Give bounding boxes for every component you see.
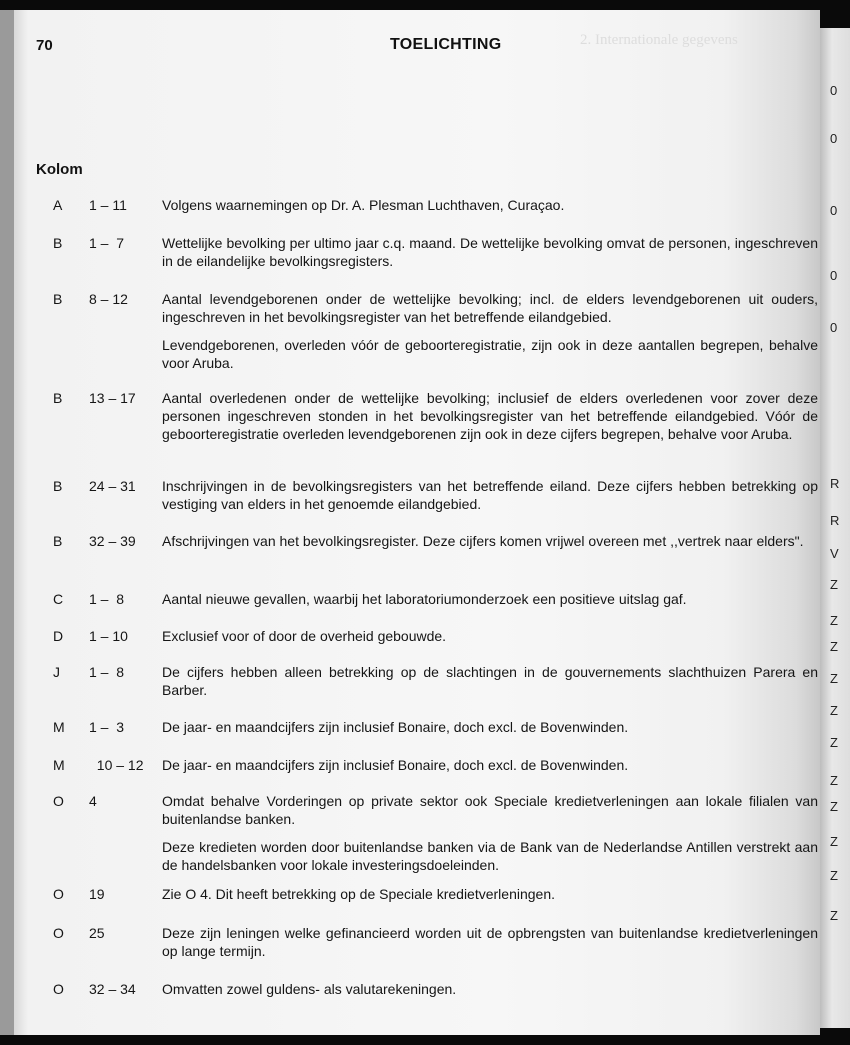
- note-column-range: 4: [89, 793, 97, 809]
- note-column-range: 1 – 8: [89, 591, 125, 607]
- note-paragraph: Aantal overledenen onder de wettelijke bevolking; inclusief de elders overledenen voor zover deze personen ingeschreven stonden in het bevolkingsregister van het betreffende eilandgebied. Vóór de geboorteregistratie overleden levendgeborenen zijn ook in deze cijfers begrepen, behalve voor Aruba.: [162, 390, 818, 442]
- margin-letter: Z: [830, 735, 838, 750]
- note-code: B: [53, 235, 63, 251]
- note-row: [36, 290, 818, 382]
- margin-letter: 0: [830, 268, 838, 283]
- note-row: [36, 627, 818, 655]
- note-column-range: 32 – 34: [89, 981, 136, 997]
- note-paragraph: De jaar- en maandcijfers zijn inclusief Bonaire, doch excl. de Bovenwinden.: [162, 757, 629, 773]
- margin-letter: Z: [830, 868, 838, 883]
- note-code: A: [53, 197, 63, 213]
- note-text: [162, 756, 818, 774]
- margin-letter: Z: [830, 639, 838, 654]
- note-code: O: [53, 793, 64, 809]
- margin-letter: 0: [830, 320, 838, 335]
- margin-letter: Z: [830, 671, 838, 686]
- note-paragraph: Inschrijvingen in de bevolkingsregisters van het betreffende eiland. Deze cijfers hebben betrekking op vestiging van elders in het genoemde eilandgebied.: [162, 478, 818, 512]
- note-paragraph: Volgens waarnemingen op Dr. A. Plesman Luchthaven, Curaçao.: [162, 197, 565, 213]
- note-row: [36, 792, 818, 884]
- note-row: [36, 196, 818, 224]
- note-code: C: [53, 591, 64, 607]
- note-column-range: 8 – 12: [89, 291, 128, 307]
- note-text: [162, 980, 818, 998]
- note-code: J: [53, 664, 60, 680]
- note-column-range: 32 – 39: [89, 533, 136, 549]
- note-code: M: [53, 757, 65, 773]
- bleed-through-header: 2. Internationale gegevens: [580, 32, 738, 48]
- note-row: [36, 756, 818, 784]
- note-paragraph: Deze zijn leningen welke gefinancieerd worden uit de opbrengsten van buitenlandse kredietverleningen op lange termijn.: [162, 925, 818, 959]
- note-code: O: [53, 981, 64, 997]
- note-column-range: 25: [89, 925, 105, 941]
- note-text: [162, 885, 818, 903]
- page-number: 70: [36, 37, 53, 54]
- note-text: [162, 234, 818, 270]
- note-row: [36, 718, 818, 746]
- margin-letter: R: [830, 513, 840, 528]
- note-text: [162, 663, 818, 699]
- note-code: B: [53, 478, 63, 494]
- margin-letter: Z: [830, 908, 838, 923]
- note-paragraph: De cijfers hebben alleen betrekking op de slachtingen in de gouvernements slachthuizen Parera en Barber.: [162, 664, 818, 698]
- note-code: D: [53, 628, 64, 644]
- note-row: [36, 477, 818, 523]
- margin-letter: 0: [830, 83, 838, 98]
- note-paragraph: Omdat behalve Vorderingen op private sektor ook Speciale kredietverleningen aan lokale filialen van buitenlandse banken.: [162, 793, 818, 827]
- note-row: [36, 590, 818, 618]
- note-text: [162, 718, 818, 736]
- note-code: B: [53, 291, 63, 307]
- note-column-range: 1 – 10: [89, 628, 128, 644]
- margin-letter: Z: [830, 703, 838, 718]
- note-column-range: 24 – 31: [89, 478, 136, 494]
- margin-letter: 0: [830, 203, 838, 218]
- margin-letter: Z: [830, 577, 838, 592]
- note-paragraph: De jaar- en maandcijfers zijn inclusief Bonaire, doch excl. de Bovenwinden.: [162, 719, 629, 735]
- note-paragraph: Afschrijvingen van het bevolkingsregister. Deze cijfers komen vrijwel overeen met ,,vertrek naar elders".: [162, 533, 804, 549]
- note-row: [36, 532, 818, 560]
- note-paragraph: Zie O 4. Dit heeft betrekking op de Speciale kredietverleningen.: [162, 886, 556, 902]
- note-row: [36, 663, 818, 709]
- section-label: Kolom: [36, 161, 83, 178]
- note-paragraph: Wettelijke bevolking per ultimo jaar c.q. maand. De wettelijke bevolking omvat de personen, ingeschreven in de eilandelijke bevolkingsregisters.: [162, 235, 818, 269]
- book-spine-edge: [0, 10, 14, 1035]
- note-paragraph: Aantal levendgeborenen onder de wettelijke bevolking; incl. de elders levendgeborenen uit ouders, ingeschreven in het bevolkingsregister van het betreffende eilandgebied.: [162, 291, 818, 325]
- note-row: [36, 924, 818, 970]
- note-paragraph: Levendgeborenen, overleden vóór de geboorteregistratie, zijn ook in deze aantallen begrepen, behalve voor Aruba.: [162, 337, 818, 371]
- note-text: [162, 196, 818, 214]
- note-paragraph: Omvatten zowel guldens- als valutarekeningen.: [162, 981, 457, 997]
- margin-letter: 0: [830, 131, 838, 146]
- note-paragraph: Deze kredieten worden door buitenlandse banken via de Bank van de Nederlandse Antillen verstrekt aan de handelsbanken voor lokale investeringsdoeleinden.: [162, 839, 818, 873]
- note-text: [162, 290, 818, 372]
- margin-letter: Z: [830, 773, 838, 788]
- note-column-range: 1 – 7: [89, 235, 125, 251]
- note-text: [162, 477, 818, 513]
- note-column-range: 13 – 17: [89, 390, 136, 406]
- note-paragraph: Aantal nieuwe gevallen, waarbij het laboratoriumonderzoek een positieve uitslag gaf.: [162, 591, 687, 607]
- note-row: [36, 389, 818, 453]
- note-paragraph: Exclusief voor of door de overheid gebouwde.: [162, 628, 447, 644]
- note-text: [162, 924, 818, 960]
- note-text: [162, 532, 818, 550]
- note-row: [36, 980, 818, 1008]
- note-code: M: [53, 719, 65, 735]
- note-code: B: [53, 533, 63, 549]
- note-column-range: 19: [89, 886, 105, 902]
- note-column-range: 1 – 8: [89, 664, 125, 680]
- note-column-range: 1 – 3: [89, 719, 125, 735]
- margin-letter: Z: [830, 799, 838, 814]
- note-text: [162, 389, 818, 443]
- margin-letter: Z: [830, 613, 838, 628]
- page-title: TOELICHTING: [390, 36, 502, 53]
- adjacent-page-edge: [820, 28, 850, 1028]
- margin-letter: V: [830, 546, 839, 561]
- note-text: [162, 627, 818, 645]
- note-text: [162, 792, 818, 874]
- margin-letter: Z: [830, 834, 838, 849]
- note-column-range: 1 – 11: [89, 197, 127, 213]
- note-row: [36, 885, 818, 913]
- note-code: O: [53, 886, 64, 902]
- note-code: B: [53, 390, 63, 406]
- note-text: [162, 590, 818, 608]
- note-code: O: [53, 925, 64, 941]
- note-column-range: 10 – 12: [89, 757, 144, 773]
- margin-letter: R: [830, 476, 840, 491]
- note-row: [36, 234, 818, 280]
